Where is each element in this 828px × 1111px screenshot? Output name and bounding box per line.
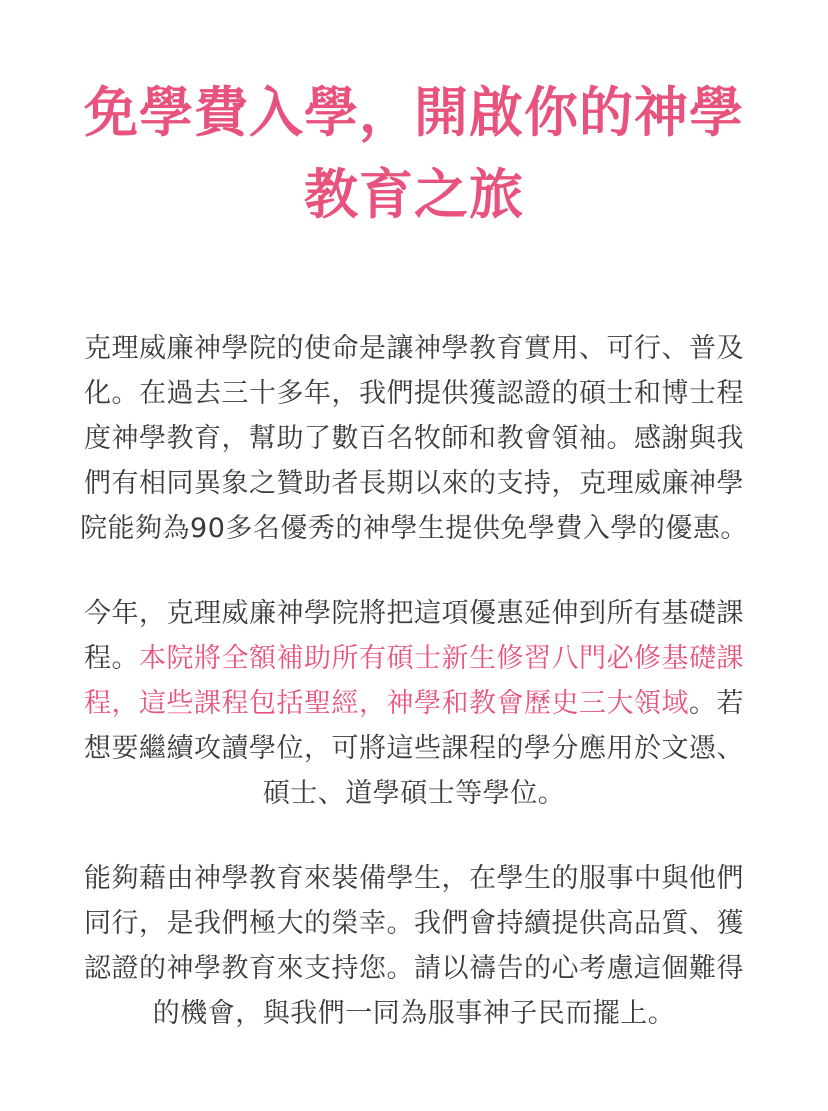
paragraph-offer-intro: 今年，克理威廉神學院將把這項優惠延伸到所有基礎課程。 — [84, 598, 744, 674]
page-title: 免學費入學，開啟你的神學教育之旅 — [84, 81, 744, 226]
paragraph-mission: 克理威廉神學院的使命是讓神學教育實用、可行、普及化。在過去三十多年，我們提供獲認證的碩士和博士程度神學教育，幫助了數百名牧師和教會領袖。感謝與我們有相同異象之贊助者長期以來的支持，克理威廉神學院能夠為90多名優秀的神學生提供免學費入學的優惠。 — [80, 333, 748, 544]
paragraph-offer-outro: 。若想要繼續攻讀學位，可將這些課程的學分應用於文憑、碩士、道學碩士等學位。 — [84, 688, 744, 809]
paragraph-offer — [72, 591, 756, 816]
paragraph-closing: 能夠藉由神學教育來裝備學生，在學生的服事中與他們同行，是我們極大的榮幸。我們會持續提供高品質、獲認證的神學教育來支持您。請以禱告的心考慮這個難得的機會，與我們一同為服事神子民而擺上。 — [84, 863, 744, 1029]
paragraph-offer-highlight: 本院將全額補助所有碩士新生修習八門必修基礎課程，這些課程包括聖經，神學和教會歷史三大領域 — [84, 643, 744, 719]
